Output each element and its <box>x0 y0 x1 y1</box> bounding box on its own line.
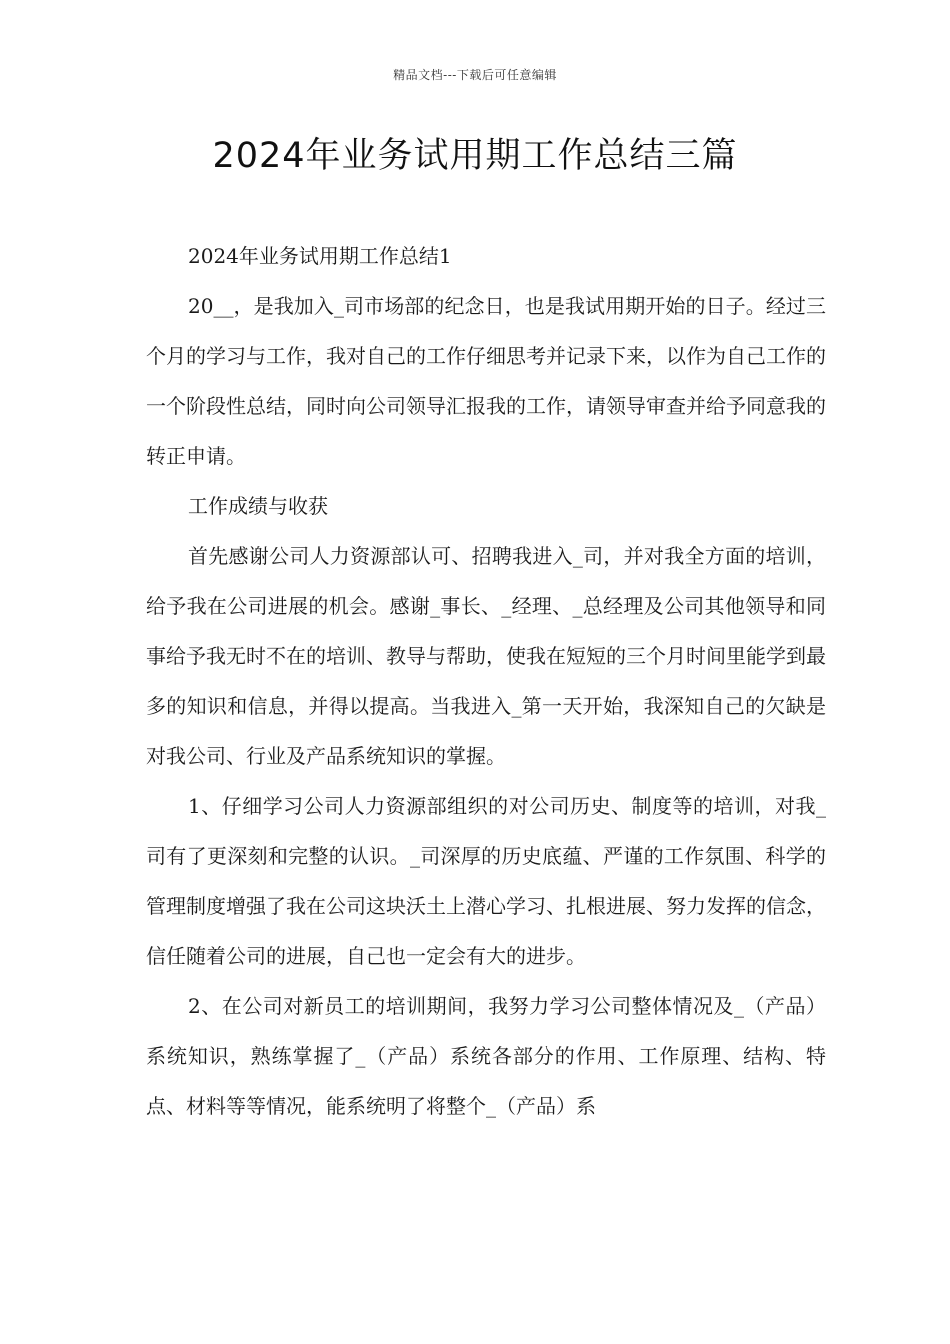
document-title: 2024年业务试用期工作总结三篇 <box>212 136 738 176</box>
header-note: 精品文档---下载后可任意编辑 <box>393 68 557 82</box>
paragraph-intro: 20__，是我加入_司市场部的纪念日，也是我试用期开始的日子。经过三个月的学习与工作，我对自己的工作仔细思考并记录下来，以作为自己工作的一个阶段性总结，同时向公司领导汇报我的工作，请领导审查并给予同意我的转正申请。 <box>146 294 826 468</box>
paragraph-thanks: 首先感谢公司人力资源部认可、招聘我进入_司，并对我全方面的培训，给予我在公司进展的机会。感谢_事长、_经理、_总经理及公司其他领导和同事给予我无时不在的培训、教导与帮助，使我在短短的三个月时间里能学到最多的知识和信息，并得以提高。当我进入_第一天开始，我深知自己的欠缺是对我公司、行业及产品系统知识的掌握。 <box>146 544 826 768</box>
paragraph-subheading: 工作成绩与收获 <box>188 494 328 518</box>
paragraph-item-2: 2、在公司对新员工的培训期间，我努力学习公司整体情况及_（产品）系统知识，熟练掌握了_（产品）系统各部分的作用、工作原理、结构、特点、材料等等情况，能系统明了将整个_（产品）系 <box>146 994 826 1118</box>
paragraph-item-1: 1、仔细学习公司人力资源部组织的对公司历史、制度等的培训，对我_司有了更深刻和完整的认识。_司深厚的历史底蕴、严谨的工作氛围、科学的管理制度增强了我在公司这块沃土上潜心学习、扎根进展、努力发挥的信念，信任随着公司的进展，自己也一定会有大的进步。 <box>146 794 826 968</box>
document-body <box>146 231 826 1131</box>
section-heading: 2024年业务试用期工作总结1 <box>188 244 452 268</box>
